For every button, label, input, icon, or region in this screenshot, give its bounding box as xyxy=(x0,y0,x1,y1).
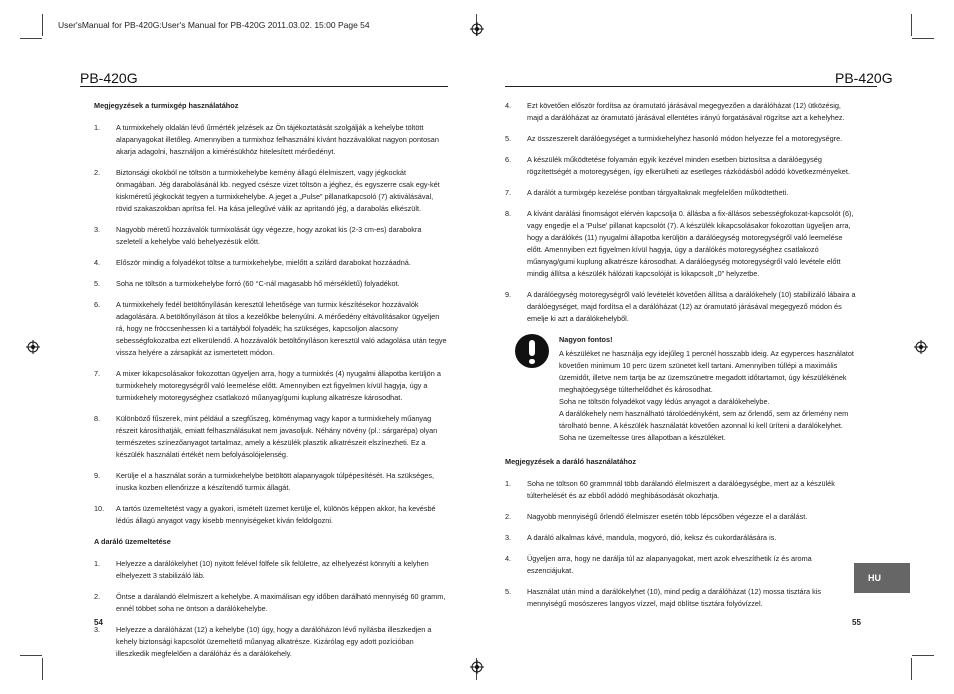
item-number: 9. xyxy=(505,290,512,299)
item-text: Nagyobb méretű hozzávalók turmixolását úgy végezze, hogy azokat kis (2-3 cm-es) darabokra szeletelí a kehelybe való behelyezésük előtt. xyxy=(116,225,422,246)
print-slug: User'sManual for PB-420G:User's Manual for PB-420G 2011.03.02. 15:00 Page 54 xyxy=(58,20,370,30)
registration-mark-icon xyxy=(914,340,928,354)
list-item xyxy=(94,558,448,582)
item-number: 6. xyxy=(94,300,101,309)
item-number: 4. xyxy=(505,101,512,110)
item-number: 5. xyxy=(505,587,512,596)
item-number: 2. xyxy=(94,168,101,177)
section-heading: Megjegyzések a daráló használatához xyxy=(505,457,636,466)
list-item xyxy=(505,208,858,280)
list-item xyxy=(505,553,858,577)
list-item xyxy=(94,591,448,615)
item-number: 3. xyxy=(94,625,101,634)
item-number: 8. xyxy=(505,209,512,218)
list-item xyxy=(94,368,448,404)
item-text: A daráló alkalmas kávé, mandula, mogyoró, dió, keksz és cukordarálására is. xyxy=(527,533,777,542)
item-number: 3. xyxy=(94,225,101,234)
warning-line: Soha ne töltsön folyadékot vagy lédús anyagot a darálókehelybe. xyxy=(559,397,770,406)
item-text: A darálóegység motoregységről való levételét követően állítsa a darálókehely (10) stabilizáló lábaira a darálóegységet, majd fordítsa el a darálóházat (12) az óramutató járásával megegyező módon és emelje ki azt a darálókehelyből. xyxy=(527,290,856,323)
crop-mark xyxy=(911,658,912,680)
list-item xyxy=(505,511,858,523)
list-item xyxy=(505,100,858,124)
item-text: Először mindig a folyadékot töltse a turmixkehelybe, mielőtt a szilárd darabokat hozzáadná. xyxy=(116,258,411,267)
registration-mark-icon xyxy=(470,660,484,674)
item-number: 5. xyxy=(94,279,101,288)
right-page-column xyxy=(505,100,858,619)
registration-mark-icon xyxy=(470,22,484,36)
header-rule-left xyxy=(80,86,448,87)
page-number-right: 55 xyxy=(852,618,861,627)
crop-mark xyxy=(911,14,912,36)
list-item xyxy=(505,586,858,610)
item-text: Használat után mind a darálókelyhet (10), mind pedig a darálóházat (12) mossa tisztára kis mennyiségű mosószeres langyos vízzel, majd öblítse tisztára folyóvízzel. xyxy=(527,587,822,608)
crop-mark xyxy=(912,655,934,656)
item-text: Soha ne töltsön a turmixkehelybe forró (60 °C-nál magasabb hő mérsékletű) folyadékot. xyxy=(116,279,400,288)
section-heading: Megjegyzések a turmixgép használatához xyxy=(94,101,239,110)
item-number: 1. xyxy=(505,479,512,488)
item-text: A készülék működtetése folyamán egyik kezével minden esetben biztosítsa a darálóegység rögzítettségét a motoregységen, így elkerülheti az esetleges rázkódásból adódó következményeket. xyxy=(527,155,850,176)
item-text: Öntse a darálandó élelmiszert a kehelybe. A maximálisan egy időben darálható mennyiség 60 gramm, ennél többet soha ne öntson a darálókehelybe. xyxy=(116,592,446,613)
crop-mark xyxy=(42,14,43,36)
item-text: A turmixkehely fedél betöltőnyílásán keresztül lehetősége van turmix készítésekor hozzávalók adagolására. A betöltőnyíláson át tilos a kezelőkbe belenyúlni. A mérőedény eltávolításakor ügyeljen rá, hogy ne fröccsenhessen ki a tartályból folyadék; ha szükséges, kapcsoljon alacsony sebességfokozatba ezt elkerülendő. A hozzávalók betöltőnyíláson keresztül való adagolása után tegye vissza helyére a zársapkát az ismertetett módon. xyxy=(116,300,447,357)
item-text: A tartós üzemeltetést vagy a gyakori, ismételt üzemet kerülje el, különös képpen akkor, ha kevésbé lédús állagú anyagot vagy kisebb mennyiségeket kíván feldolgozni. xyxy=(116,504,436,525)
item-text: A mixer kikapcsolásakor fokozottan ügyeljen arra, hogy a turmixkés (4) nyugalmi állapotba kerüljön a turmixkehely motoregységről való leemelése előtt. Amennyiben ezt figyelmen kívül hagyja, úgy a turmixkehely motoregységhez csatlakozó műanyag/gumi kuplung alkatrésze károsodhat. xyxy=(116,369,441,402)
item-number: 1. xyxy=(94,123,101,132)
list-item xyxy=(505,289,858,325)
exclamation-warning-icon xyxy=(515,334,549,368)
page-number-left: 54 xyxy=(94,618,103,627)
warning-line: Soha ne üzemeltesse üres állapotban a készüléket. xyxy=(559,433,726,442)
list-item xyxy=(505,154,858,178)
item-text: Kerülje el a használat során a turmixkehelybe betöltött alapanyagok túlpépesítését. Ha szükséges, inuska kozben ellenőrizze a készítendő turmix állagát. xyxy=(116,471,435,492)
list-item xyxy=(94,224,448,248)
warning-line: A darálókehely nem használható tárolóedényként, sem az őrlendő, sem az őrlemény nem tárolható benne. A készülék használatát követően azonnal ki kell üríteni a darálókelyhet. xyxy=(559,409,849,430)
item-text: Ezt követően először fordítsa az óramutató járásával megegyezően a darálóházat (12) ütközésig, majd a darálóházat az óramutató járásával ellentétes irányú forgatásával rögzítse azt a kehelyhez. xyxy=(527,101,845,122)
model-label-right: PB-420G xyxy=(835,70,893,86)
item-number: 8. xyxy=(94,414,101,423)
item-text: Különböző fűszerek, mint például a szegfűszeg, köménymag vagy kapor a turmixkehely műanyag részeit károsíthatják, emiatt felhasználásukat nem javasoljuk. Néhány növény (pl.: sárgarépa) olyan természetes színezőanyagot tartalmaz, amely a készülék plasztik alkatrészeit elszínezheti. Ez a készülék használati értékét nem befolyásolójelenség. xyxy=(116,414,438,459)
item-text: Nagyobb mennyiségű őrlendő élelmiszer esetén több lépcsőben végezze el a darálást. xyxy=(527,512,808,521)
list-item xyxy=(94,503,448,527)
list-item xyxy=(505,187,858,199)
item-number: 10. xyxy=(94,504,105,513)
crop-mark xyxy=(20,38,42,39)
item-text: Helyezze a darálókelyhet (10) nyitott felével fölfele sík felületre, az elhelyezést könnyíti a kelyhen elhelyezett 3 stabilizáló láb. xyxy=(116,559,429,580)
list-item xyxy=(94,299,448,359)
list-item xyxy=(94,257,448,269)
list-item xyxy=(94,413,448,461)
item-text: A darálót a turmixgép kezelése pontban tárgyaltaknak megfelelően működtetheti. xyxy=(527,188,789,197)
item-number: 7. xyxy=(94,369,101,378)
section-heading: A daráló üzemeltetése xyxy=(94,537,171,546)
list-item xyxy=(94,167,448,215)
crop-mark xyxy=(42,658,43,680)
list-item xyxy=(505,532,858,544)
warning-line: A készüléket ne használja egy idejűleg 1 percnél hosszabb ideig. Az egyperces használatot követően minimum 10 perc üzem szünetet kell tartani. Amennyiben túllépi a maximális üzemidőt, illetve nem tartja be az üzemszünetre megadott időtartamot, úgy készülékének meghajtóegysége túlterhelődhet és károsodhat. xyxy=(559,349,854,394)
list-item xyxy=(94,624,448,660)
item-text: Ügyeljen arra, hogy ne darálja túl az alapanyagokat, mert azok elveszíthetik íz és aroma eszenciájukat. xyxy=(527,554,812,575)
item-number: 4. xyxy=(94,258,101,267)
crop-mark xyxy=(912,38,934,39)
item-text: A turmixkehely oldalán lévő űrmérték jelzések az Ön tájékoztatását szolgálják a kehelybe töltött alapanyagokat illetőleg. Amennyiben a turmixhoz felhasználni kívánt hozzávalókat nagyon pontosan akarja adagolni, használjon a kimérésükhöz hitelesített mérőedényt. xyxy=(116,123,439,156)
list-item xyxy=(94,122,448,158)
item-number: 9. xyxy=(94,471,101,480)
language-tab: HU xyxy=(854,563,910,593)
registration-mark-icon xyxy=(26,340,40,354)
item-number: 3. xyxy=(505,533,512,542)
item-number: 4. xyxy=(505,554,512,563)
warning-title: Nagyon fontos! xyxy=(559,335,613,344)
item-text: Helyezze a darálóházat (12) a kehelybe (10) úgy, hogy a darálóházon lévő nyílásba illeszkedjen a kehely biztonsági kapcsolót üzemeltető műanyag alkatrésze. Kizárólag egy adott pozícióban illeszkedik megfelelően a darálóház és a darálókehely. xyxy=(116,625,432,658)
item-text: Az összeszerelt darálóegységet a turmixkehelyhez hasonló módon helyezze fel a motoregységre. xyxy=(527,134,843,143)
list-item xyxy=(94,470,448,494)
list-item xyxy=(505,133,858,145)
item-text: Soha ne töltson 60 grammnál több darálandó élelmiszert a darálóegységbe, mert az a készülék túlterhelését és az ebből adódó meghibásodását okozhatja. xyxy=(527,479,835,500)
item-text: A kívánt darálási finomságot elérvén kapcsolja 0. állásba a fix-állásos sebességfokozat-kapcsolót (6), vagy engedje el a 'Pulse' pillanat kapcsolót (7). A készülék kikapcsolásakor fokozottan ügyeljen arra, hogy a darálókés (11) nyugalmi állapotba kerüljön a darálóegység motoregységről való leemelése előtt. Amennyiben ezt figyelmen kívül hagyja, úgy a darálókés motoregységhez csatlakozó műanyag/gumi kuplung alkatrésze károsodhat. A darálóegység motoregységről való levétele előtt mindig állítsa a készülék hálózati kapcsolóját is kikapcsolt „0” helyzetbe. xyxy=(527,209,854,278)
warning-note xyxy=(519,334,858,444)
item-number: 1. xyxy=(94,559,101,568)
list-item xyxy=(94,278,448,290)
item-number: 6. xyxy=(505,155,512,164)
crop-mark xyxy=(20,655,42,656)
header-rule-right xyxy=(505,86,877,87)
model-label-left: PB-420G xyxy=(80,70,138,86)
item-text: Biztonsági okokból ne töltsön a turmixkehelybe kemény állagú élelmiszert, vagy jégkockát önmagában. Jég darabolásánál kb. negyed csésze vizet töltsön a jéghez, és egyszerre csak egy-két kiskméretű jégkockát tegyen a turmixkehelybe. A jeget a „Pulse” pillanatkapcsoló (7) aktiválásával, rövid szakaszokban aprítsa fel. Ha kása jellegűvé válik az apritandó jég, a darabolás elkészült. xyxy=(116,168,440,213)
item-number: 5. xyxy=(505,134,512,143)
item-number: 2. xyxy=(94,592,101,601)
left-page-column xyxy=(94,100,448,669)
list-item xyxy=(505,478,858,502)
item-number: 2. xyxy=(505,512,512,521)
item-number: 7. xyxy=(505,188,512,197)
